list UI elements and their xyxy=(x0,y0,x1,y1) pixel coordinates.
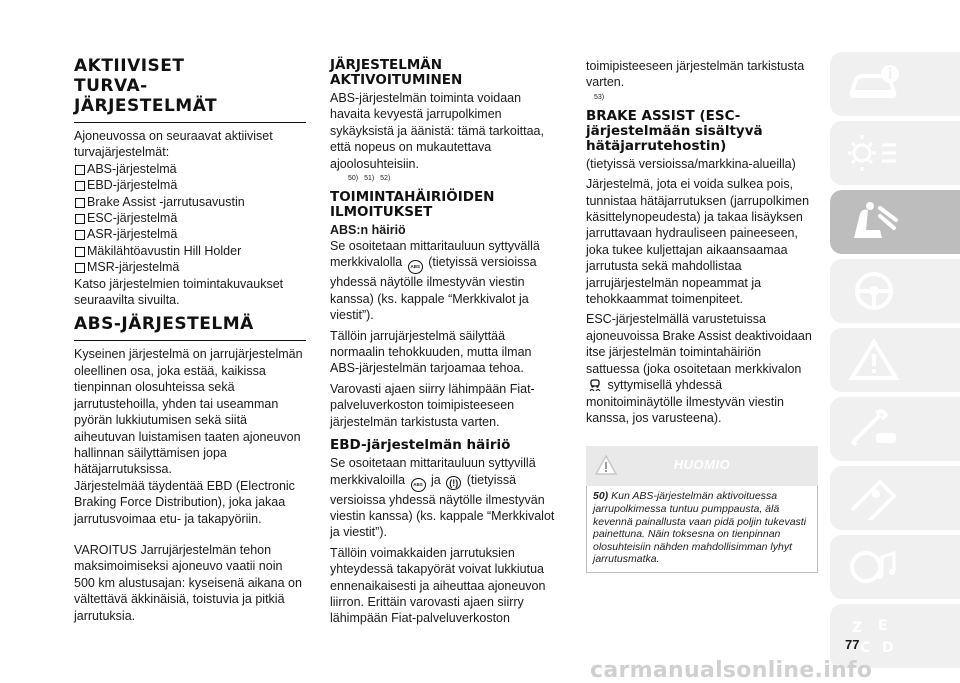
activation-paragraph: ABS-järjestelmän toiminta voidaan havaita kevyestä jarrupolkimen sykäyksistä ja äänistä: tämä tarkoittaa, että nopeus on mukautettava ajoolosuhteisiin. xyxy=(330,91,544,171)
column-2 xyxy=(330,58,562,627)
abs-warning-lamp-icon: ABS xyxy=(408,260,423,274)
tab-car-info[interactable] xyxy=(830,52,960,116)
text: Se osoitetaan mittaritauluun syttyvällä merkkivalolla xyxy=(330,239,540,270)
text: syttymisellä yhdessä monitoiminäytölle ilmestyvän viestin kanssa, jos varusteena). xyxy=(586,378,784,425)
ebd-fault-title: EBD-järjestelmän häiriö xyxy=(330,437,511,454)
abs-fault-paragraph-3: Varovasti ajaen siirry lähimpään Fiat-palveluverkoston toimipisteeseen järjestelmän tarkistusta varten. xyxy=(330,381,535,429)
title-line: AKTIVOITUMINEN xyxy=(330,72,463,88)
technical-data-icon xyxy=(846,476,902,520)
tab-safety[interactable] xyxy=(830,190,960,254)
ref-mark: 52) xyxy=(380,175,391,183)
abs-paragraph-1: Kyseinen järjestelmä on jarrujärjestelmän oleellinen osa, joka estää, kaikissa tienpinnan olosuhteissa sekä jarrutustehoilla, yhden tai useamman pyörän lukkiutumisen sekä siitä aiheutuvan luistamisen taaten ajoneuvon hallinnan säilyttämisen jopa hätäjarrutuksissa. xyxy=(74,347,303,477)
ebd-fault-paragraph-1 xyxy=(330,455,562,541)
tab-dashboard[interactable] xyxy=(830,121,960,185)
title-line: BRAKE ASSIST (ESC- xyxy=(586,107,741,124)
ref-mark: 51) xyxy=(364,175,375,183)
brake-assist-paragraph-2 xyxy=(586,311,818,426)
systems-list xyxy=(74,161,306,276)
text: ja xyxy=(431,472,441,487)
activation-title xyxy=(330,58,562,88)
page-number: 77 xyxy=(845,637,860,652)
outro-text: Katso järjestelmien toimintakuvaukset seuraavilta sivuilta. xyxy=(74,276,284,308)
abs-warning-paragraph: VAROITUS Jarrujärjestelmän tehon maksimoimiseksi ajoneuvo vaatii noin 500 km alustusajan: kyseisenä aikana on vältettävä äkkinäisiä, toistuvia ja pitkiä jarrutuksia. xyxy=(74,542,302,623)
svg-text:Z: Z xyxy=(852,620,863,636)
esc-skid-lamp-icon xyxy=(588,379,602,392)
text: ESC-järjestelmällä varustetuissa ajoneuvoissa Brake Assist deaktivoidaan itse järjestelmän toimintahäiriön sattuessa (joka osoitetaan merkkivalon xyxy=(586,312,812,376)
title-line: JÄRJESTELMÄN xyxy=(330,57,443,73)
abs-title: ABS-JÄRJESTELMÄ xyxy=(74,314,254,335)
brake-warning-lamp-icon: (!) xyxy=(446,476,461,490)
section-title-abs xyxy=(74,316,306,341)
title-line: ILMOITUKSET xyxy=(330,204,433,221)
column-3 xyxy=(586,58,818,573)
column-1 xyxy=(74,58,306,624)
note-number: 50) xyxy=(593,490,609,503)
svg-text:C: C xyxy=(860,640,871,656)
abs-fault-paragraph-2: Tällöin jarrujärjestelmä säilyttää normaalin tehokkuuden, mutta ilman ABS-järjestelmän tarjoamaa tehoa. xyxy=(330,328,532,376)
watermark: carmanualsonline.info xyxy=(590,658,873,683)
abs-warning-lamp-icon: ABS xyxy=(411,478,426,492)
list-item: Mäkilähtöavustin Hill Holder xyxy=(74,243,306,259)
continued-paragraph: toimipisteeseen järjestelmän tarkistusta varten. xyxy=(586,59,805,90)
note-text: Kun ABS-järjestelmän aktivoituessa jarrupolkimessa tuntuu pumppausta, älä kevennä painallusta vaan pidä poljin tukevasti painettuna. Näin toksesna on tienpinnan olosuhteisiin nähden mahdollisimman lyhyt jarrutusmatka. xyxy=(593,490,807,566)
title-line: hätäjarrutehostin) xyxy=(586,137,727,154)
wrench-car-icon xyxy=(846,407,902,451)
ref-mark: 53) xyxy=(594,93,605,101)
list-item: ASR-järjestelmä xyxy=(74,226,306,242)
brake-assist-title xyxy=(586,109,818,154)
tab-starting[interactable] xyxy=(830,259,960,323)
svg-text:D: D xyxy=(882,640,894,656)
tab-multimedia[interactable] xyxy=(830,535,960,599)
ref-mark: 50) xyxy=(348,175,359,183)
multimedia-icon xyxy=(846,545,902,589)
section-title-active-safety xyxy=(74,58,306,123)
note-header xyxy=(586,446,818,486)
svg-text:E: E xyxy=(878,618,888,634)
abs-paragraph-2: Järjestelmää täydentää EBD (Electronic Braking Force Distribution), joka jakaa jarrutusvoimaa etu- ja takapyöriin. xyxy=(74,478,295,526)
fault-messages-title xyxy=(330,190,562,220)
car-info-icon xyxy=(846,62,902,106)
text: (tietyissä versioissa yhdessä näytölle ilmestyvän viestin kanssa) (ks. kappale “Merkkivalot ja viestit”). xyxy=(330,472,555,540)
brake-assist-note: (tietyissä versioissa/markkina-alueilla) xyxy=(586,156,796,171)
list-item: ESC-järjestelmä xyxy=(74,210,306,226)
brake-assist-paragraph-1: Järjestelmä, jota ei voida sulkea pois, tunnistaa hätäjarrutuksen (jarrupolkimen käsittelynopeudesta) ja takaa lisäyksen jarruttavaan hydrauliseen paineeseen, joka tukee kuljettajan aikaansaamaa jarrutusta sekä mahdollistaa jarrujärjestelmän nopeammat ja tehokkaammat toimenpiteet. xyxy=(586,177,810,307)
text: Se osoitetaan mittaritauluun syttyvillä merkkivaloilla xyxy=(330,456,536,487)
abs-fault-subtitle: ABS:n häiriö xyxy=(330,223,406,238)
title-line: JÄRJESTELMÄT xyxy=(74,96,218,116)
warning-triangle-icon xyxy=(846,338,902,382)
chapter-tabs xyxy=(830,52,960,673)
steering-wheel-icon xyxy=(846,269,902,313)
intro-text: Ajoneuvossa on seuraavat aktiiviset turvajärjestelmät: xyxy=(74,129,273,160)
tab-maintenance[interactable] xyxy=(830,397,960,461)
ebd-fault-paragraph-2: Tällöin voimakkaiden jarrutuksien yhteydessä takapyörät voivat lukkiutua ennenaikaisesti ja aiheuttaa ajoneuvon liirron. Erittäin varovasti ajaen siirry lähimpään Fiat-palveluverkoston xyxy=(330,545,546,626)
list-item: EBD-järjestelmä xyxy=(74,177,306,193)
title-line: AKTIIVISET xyxy=(74,56,185,76)
list-item: ABS-järjestelmä xyxy=(74,161,306,177)
text: (tietyissä versioissa yhdessä näytölle ilmestyvän viestin kanssa) (ks. kappale “Merkkivalot ja viestit”). xyxy=(330,255,537,323)
note-body xyxy=(586,486,818,573)
title-line: TURVA- xyxy=(74,76,148,96)
reference-marks xyxy=(594,93,818,103)
abs-fault-paragraph-1 xyxy=(330,238,562,324)
note-title: HUOMIO xyxy=(673,457,731,473)
list-item: Brake Assist -jarrutusavustin xyxy=(74,194,306,210)
dashboard-lights-icon xyxy=(846,131,902,175)
list-item: MSR-järjestelmä xyxy=(74,259,306,275)
tab-technical-data[interactable] xyxy=(830,466,960,530)
reference-marks xyxy=(348,174,562,184)
seat-airbag-icon xyxy=(846,200,902,244)
title-line: järjestelmään sisältyvä xyxy=(586,122,763,139)
tab-emergency[interactable] xyxy=(830,328,960,392)
title-line: TOIMINTAHÄIRIÖIDEN xyxy=(330,189,495,206)
